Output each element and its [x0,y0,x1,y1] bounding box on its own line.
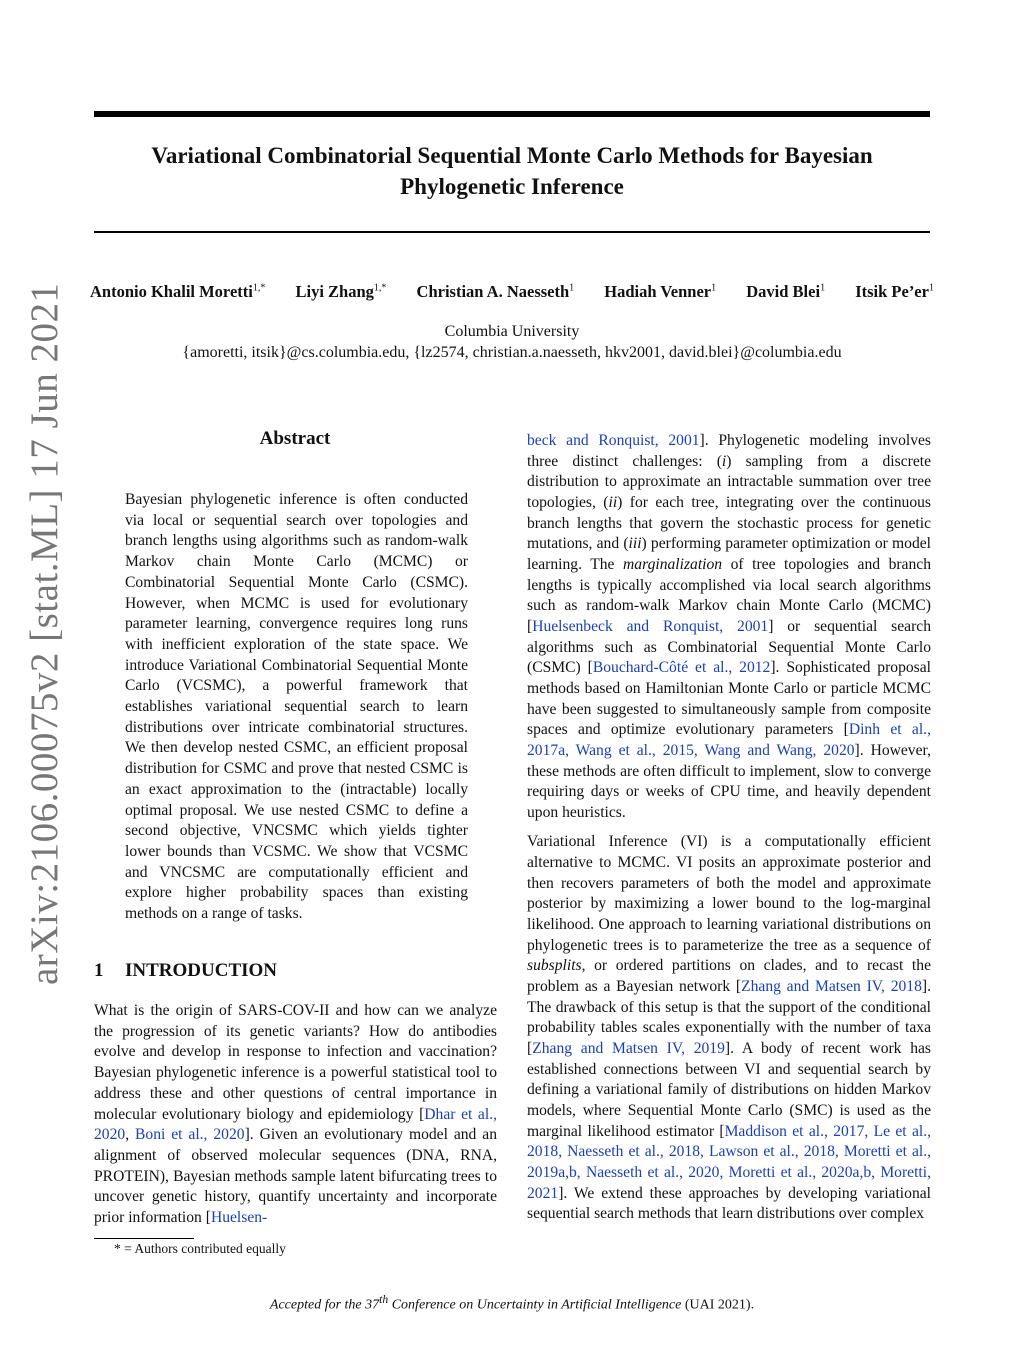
arxiv-identifier: arXiv:2106.00075v2 [stat.ML] 17 Jun 2021 [23,282,66,985]
venue-footer: Accepted for the 37th Conference on Uncertainty in Artificial Intelligence (UAI 2021). [269,1293,755,1313]
section-number: 1 [94,960,104,981]
right-column [527,431,931,1234]
author: Liyi Zhang$^{1,*}$ [295,282,387,301]
citation-link[interactable]: beck and Ronquist, 2001 [527,432,700,449]
title-rule-bottom [94,231,930,233]
author: Itsik $Pe’er^1$ [855,282,934,301]
citation-link[interactable]: Huelsenbeck and Ronquist, 2001 [532,617,769,635]
citation-link[interactable]: Huelsen- [210,1209,268,1227]
footnote: * = Authors contributed equally [114,1241,286,1256]
citation-link[interactable]: Dinh et al., 2017a, Wang et al., 2015, Wang and Wang, 2020 [527,721,931,759]
author: Hadiah Venner$^1$ [604,282,717,301]
citation-link[interactable]: Maddison et al., 2017, Le et al., 2018, Naesseth et al., 2018, Lawson et al., 2018, Moretti et al., 2019a,b, Naesseth et al., 2020, Moretti et al., 2020a,b, Moretti, 2021 [527,1122,931,1202]
section-title: INTRODUCTION [125,960,278,981]
abstract-body: Bayesian phylogenetic inference is often conducted via local or sequential search over topologies and branch lengths using algorithms such as random-walk Markov chain Monte Carlo (MCMC) or Combinatorial Sequential Monte Carlo (CSMC). However, when MCMC is used for evolutionary parameter learning, convergence requires long runs with inefficient exploration of the state space. We introduce Variational Combinatorial Sequential Monte Carlo (VCSMC), a powerful framework that establishes variational sequential search to learn distributions over intricate combinatorial structures. We then develop nested CSMC, an efficient proposal distribution for CSMC and prove that nested CSMC is an exact approximation to the (intractable) locally optimal proposal. We use nested CSMC to define a second objective, VNCSMC which yields tighter lower bounds than VCSMC. We show that VCSMC and VNCSMC are computationally efficient and explore higher probability spaces than existing methods on a range of tasks. [125,491,468,923]
author-emails: {amoretti, itsik}@cs.columbia.edu, {lz2574, christian.a.naesseth, hkv2001, david.blei}@columbia.edu [182,344,842,361]
citation-link[interactable]: Bouchard-Côté et al., 2012 [592,659,771,677]
author: Christian A. Naesseth$^1$ [416,282,575,301]
body-paragraph: Variational Inference (VI) is a computationally efficient alternative to MCMC. VI posits an approximate posterior and then recovers parameters of both the model and approximate posterior by maximizing a lower bound to the log-marginal likelihood. One approach to learning variational distributions on phylogenetic trees is to parameterize the tree as a sequence of subsplits, or ordered partitions on clades, and to recast the problem as a Bayesian network [Zhang and Matsen IV, 2018]. The drawback of this setup is that the support of the conditional probability tables scales exponentially with the number of taxa [Zhang and Matsen IV, 2019]. A body of recent work has established connections between VI and sequential search by defining a variational family of distributions on hidden Markov models, where Sequential Monte Carlo (SMC) is used as the marginal likelihood estimator [Maddison et al., 2017, Le et al., 2018, Naesseth et al., 2018, Lawson et al., 2018, Moretti et al., 2019a,b, Naesseth et al., 2020, Moretti et al., 2020a,b, Moretti, 2021]. We extend these approaches by developing variational sequential search methods that learn distributions over complex [527,833,931,1223]
footnote-rule [94,1238,194,1239]
intro-paragraph: What is the origin of SARS-COV-II and how can we analyze the progression of its genetic variants? How do antibodies evolve and develop in response to infection and vaccination? Bayesian phylogenetic inference is a powerful statistical tool to address these and other questions of central importance in molecular evolutionary biology and epidemiology [Dhar et al., 2020, Boni et al., 2020]. Given an evolutionary model and an alignment of observed molecular sequences (DNA, RNA, PROTEIN), Bayesian methods sample latent bifurcating trees to uncover genetic history, quantify uncertainty and incorporate prior information [Huelsen- [94,1002,497,1227]
paper-title: Variational Combinatorial Sequential Monte Carlo Methods for Bayesian Phylogenetic Inference [151,143,873,199]
author: David Blei$^1$ [746,282,826,301]
affiliation: Columbia University [444,323,580,340]
author-list [90,282,934,302]
author: Antonio Khalil Moretti$^{1,*}$ [90,282,266,301]
section-heading [94,960,277,982]
citation-link[interactable]: Dhar et al., 2020 [94,1105,497,1144]
abstract-heading: Abstract [259,428,331,449]
citation-link[interactable]: Zhang and Matsen IV, 2019 [532,1040,725,1058]
body-paragraph: beck and Ronquist, 2001]. Phylogenetic modeling involves three distinct challenges: (i) sampling from a discrete distribution to approximate an intractable summation over tree topologies, (ii) for each tree, integrating over the continuous branch lengths that govern the stochastic process for genetic mutations, and (iii) performing parameter optimization or model learning. The marginalization of tree topologies and branch lengths is typically accomplished via local search algorithms such as random-walk Markov chain Monte Carlo (MCMC) [Huelsenbeck and Ronquist, 2001] or sequential search algorithms such as Combinatorial Sequential Monte Carlo (CSMC) [Bouchard-Côté et al., 2012]. Sophisticated proposal methods based on Hamiltonian Monte Carlo or particle MCMC have been suggested to simultaneously sample from composite spaces and optimize evolutionary parameters [Dinh et al., 2017a, Wang et al., 2015, Wang and Wang, 2020]. However, these methods are often difficult to implement, slow to converge requiring days or weeks of CPU time, and heavily dependent upon heuristics. [527,432,932,821]
citation-link[interactable]: Boni et al., 2020 [135,1126,245,1144]
title-rule-top [94,111,930,117]
citation-link[interactable]: Zhang and Matsen IV, 2018 [741,978,922,996]
